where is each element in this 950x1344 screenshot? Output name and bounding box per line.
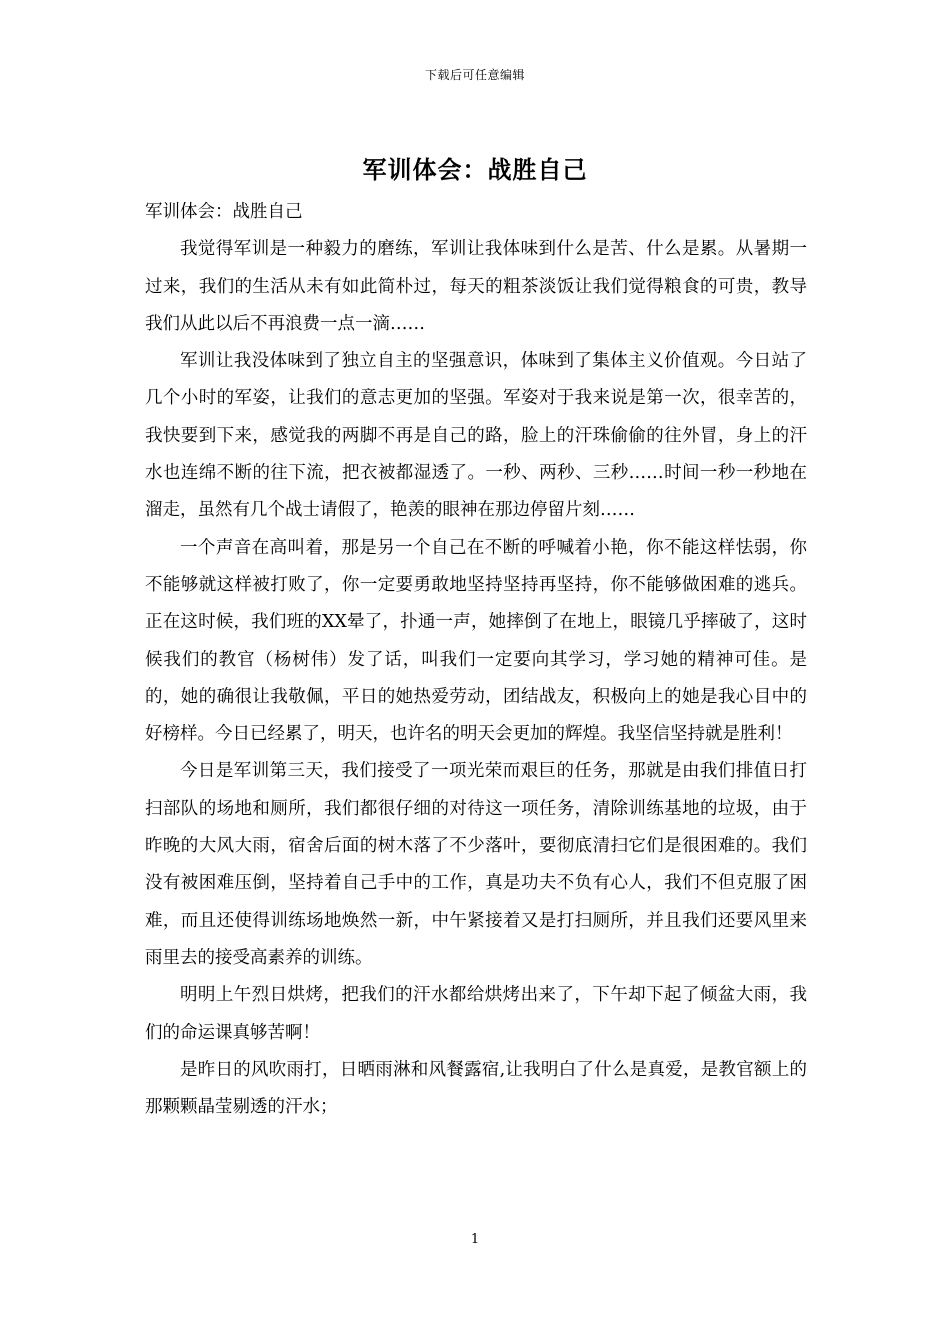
body-paragraph: 是昨日的风吹雨打，日晒雨淋和风餐露宿,让我明白了什么是真爱，是教官额上的那颗颗晶莹剔透的汗水； bbox=[145, 1059, 807, 1118]
document-body bbox=[145, 194, 807, 1126]
page-header-note: 下载后可任意编辑 bbox=[424, 68, 525, 82]
body-paragraph: 明明上午烈日烘烤，把我们的汗水都给烘烤出来了，下午却下起了倾盆大雨，我们的命运课真够苦啊！ bbox=[145, 985, 807, 1043]
page-number: 1 bbox=[470, 1232, 480, 1247]
body-paragraph: 军训让我没体味到了独立自主的坚强意识，体味到了集体主义价值观。今日站了几个小时的军姿，让我们的意志更加的坚强。军姿对于我来说是第一次，很幸苦的，我快要到下来，感觉我的两脚不再是自己的路，脸上的汗珠偷偷的往外冒，身上的汗水也连绵不断的往下流，把衣被都湿透了。一秒、两秒、三秒……时间一秒一秒地在溜走，虽然有几个战士请假了，艳羡的眼神在那边停留片刻…… bbox=[145, 351, 807, 521]
body-paragraph: 一个声音在高叫着，那是另一个自己在不断的呼喊着小艳，你不能这样怯弱，你不能够就这样被打败了，你一定要勇敢地坚持坚持再坚持，你不能够做困难的逃兵。正在这时候，我们班的XX晕了，扑通一声，她摔倒了在地上，眼镜几乎摔破了，这时候我们的教官（杨树伟）发了话，叫我们一定要向其学习，学习她的精神可佳。是的，她的确很让我敬佩，平日的她热爱劳动，团结战友，积极向上的她是我心目中的好榜样。今日已经累了，明天，也许名的明天会更加的辉煌。我坚信坚持就是胜利！ bbox=[145, 537, 807, 745]
body-paragraph: 我觉得军训是一种毅力的磨练，军训让我体味到什么是苦、什么是累。从暑期一过来，我们的生活从未有如此简朴过，每天的粗茶淡饭让我们觉得粮食的可贵，教导我们从此以后不再浪费一点一滴…… bbox=[145, 239, 807, 334]
body-paragraph: 今日是军训第三天，我们接受了一项光荣而艰巨的任务，那就是由我们排值日打扫部队的场地和厕所，我们都很仔细的对待这一项任务，清除训练基地的垃圾，由于昨晚的大风大雨，宿舍后面的树木落了不少落叶，要彻底清扫它们是很困难的。我们没有被困难压倒，坚持着自己手中的工作，真是功夫不负有心人，我们不但克服了困难，而且还使得训练场地焕然一新，中午紧接着又是打扫厕所，并且我们还要风里来雨里去的接受高素养的训练。 bbox=[145, 761, 807, 968]
document-subtitle: 军训体会：战胜自己 bbox=[145, 202, 303, 222]
document-title: 军训体会：战胜自己 bbox=[362, 155, 588, 184]
